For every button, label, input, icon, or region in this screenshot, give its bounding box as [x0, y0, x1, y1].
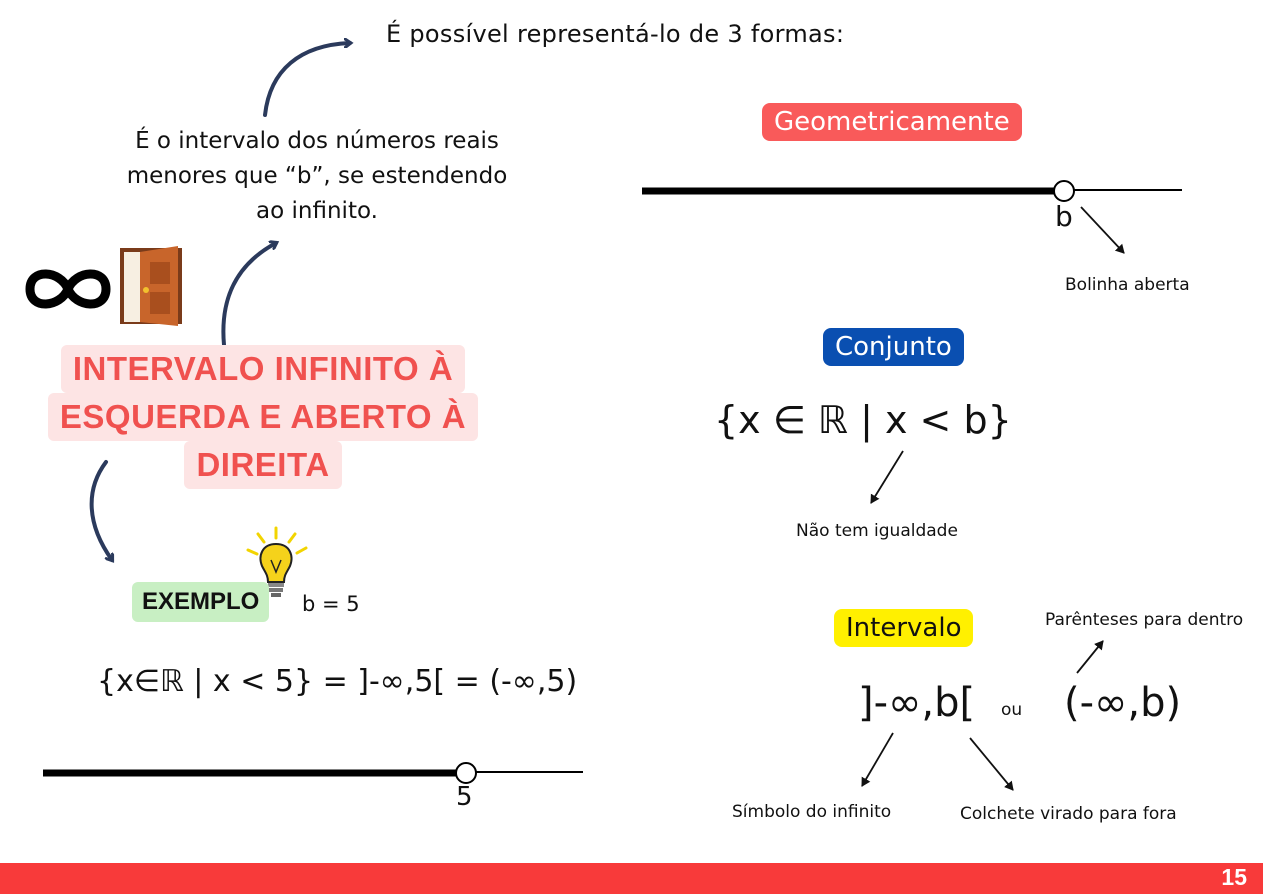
- bracket-outward-note: Colchete virado para fora: [960, 804, 1177, 824]
- set-label: Conjunto: [823, 328, 964, 366]
- parentheses-note: Parênteses para dentro: [1045, 610, 1244, 630]
- curved-arrow-to-top: [265, 43, 350, 115]
- bracket-notation: ]-∞,b[: [858, 680, 976, 726]
- set-formula: {x ∈ ℝ | x < b}: [714, 398, 1012, 442]
- example-number-line: [43, 763, 583, 783]
- parentheses-notation: (-∞,b): [1064, 680, 1182, 726]
- example-point-label: 5: [456, 782, 473, 812]
- arrow-to-igualdade-note: [871, 451, 903, 503]
- geometric-number-line: [642, 181, 1182, 201]
- curved-arrow-to-definition: [223, 243, 276, 345]
- definition-line: ao infinito.: [256, 198, 378, 224]
- arrow-to-parenteses-note: [1077, 641, 1103, 673]
- example-formula: {x∈ℝ | x < 5} = ]-∞,5[ = (-∞,5): [97, 664, 578, 699]
- open-circle-b: [1054, 181, 1074, 201]
- page-title: [28, 345, 498, 489]
- open-circle-5: [456, 763, 476, 783]
- geometric-label: Geometricamente: [762, 103, 1022, 141]
- arrow-to-bolinha-note: [1081, 207, 1124, 253]
- infinity-icon: [30, 274, 106, 304]
- title-line: INTERVALO INFINITO À: [61, 345, 465, 393]
- arrow-to-simbolo-note: [862, 733, 893, 786]
- or-label: ou: [1001, 700, 1023, 720]
- example-badge: EXEMPLO: [132, 582, 269, 622]
- open-circle-note: Bolinha aberta: [1065, 275, 1190, 295]
- point-b-label: b: [1055, 200, 1073, 233]
- representation-intro: É possível representá-lo de 3 formas:: [386, 20, 845, 48]
- page-number: 15: [1221, 864, 1247, 890]
- arrow-to-colchete-note: [970, 738, 1013, 790]
- footer-bar: [0, 863, 1263, 894]
- title-line: DIREITA: [184, 441, 341, 489]
- interval-definition: [112, 124, 522, 229]
- no-equality-note: Não tem igualdade: [796, 521, 958, 541]
- interval-label: Intervalo: [834, 609, 973, 647]
- infinity-symbol-note: Símbolo do infinito: [732, 802, 892, 822]
- title-line: ESQUERDA E ABERTO À: [48, 393, 478, 441]
- definition-line: É o intervalo dos números reais: [135, 128, 499, 154]
- door-icon: [120, 246, 182, 326]
- definition-line: menores que “b”, se estendendo: [126, 163, 508, 189]
- example-b-value: b = 5: [302, 592, 360, 616]
